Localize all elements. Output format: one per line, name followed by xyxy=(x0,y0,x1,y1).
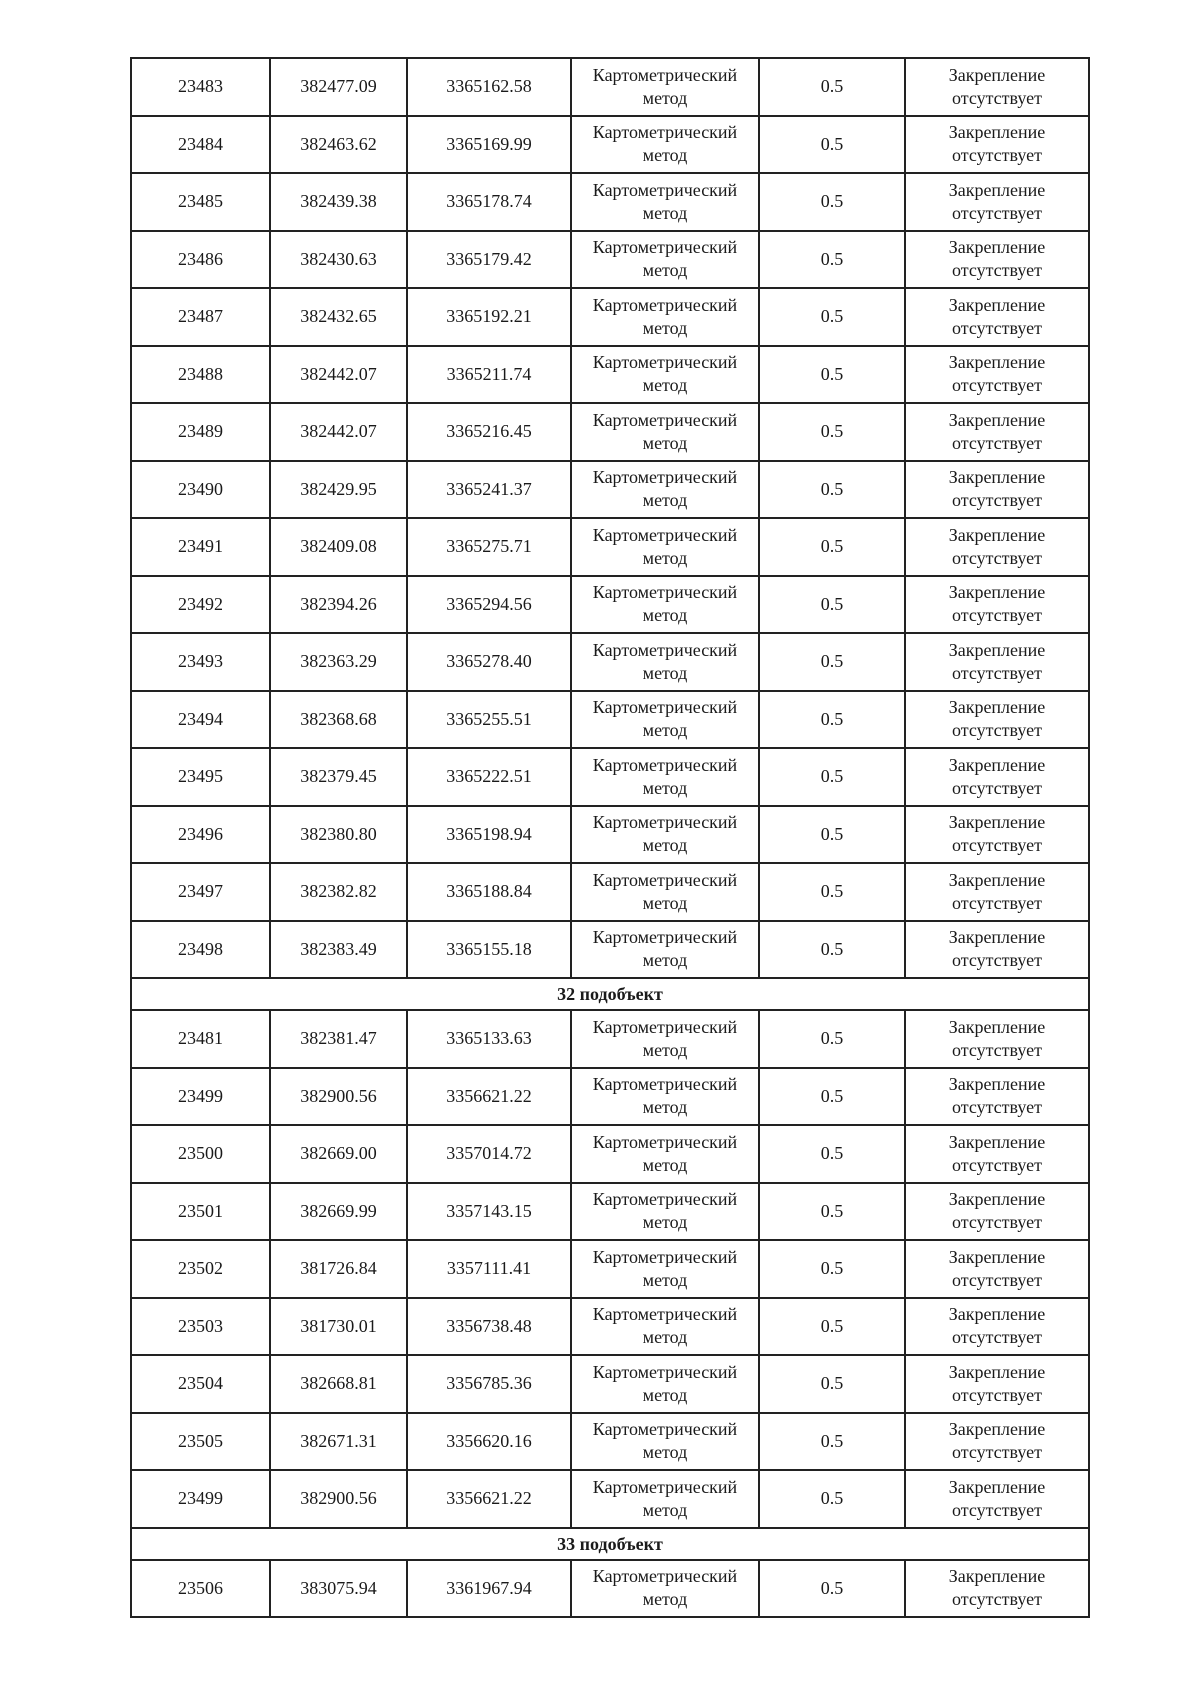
coordinates-table xyxy=(130,57,1090,1618)
fixation-cell: Закрепление отсутствует xyxy=(905,58,1089,116)
fixation-cell: Закрепление отсутствует xyxy=(905,1413,1089,1471)
method-cell: Картометрический метод xyxy=(571,863,759,921)
method-cell: Картометрический метод xyxy=(571,921,759,979)
table-row xyxy=(131,116,1089,174)
precision-cell: 0.5 xyxy=(759,1183,905,1241)
point-number-cell: 23496 xyxy=(131,806,270,864)
y-coordinate-cell: 3365216.45 xyxy=(407,403,571,461)
fixation-cell: Закрепление отсутствует xyxy=(905,806,1089,864)
y-coordinate-cell: 3365133.63 xyxy=(407,1010,571,1068)
precision-cell: 0.5 xyxy=(759,633,905,691)
y-coordinate-cell: 3356621.22 xyxy=(407,1068,571,1126)
fixation-cell: Закрепление отсутствует xyxy=(905,288,1089,346)
point-number-cell: 23500 xyxy=(131,1125,270,1183)
point-number-cell: 23495 xyxy=(131,748,270,806)
method-cell: Картометрический метод xyxy=(571,288,759,346)
y-coordinate-cell: 3357014.72 xyxy=(407,1125,571,1183)
table-row xyxy=(131,173,1089,231)
x-coordinate-cell: 382381.47 xyxy=(270,1010,407,1068)
fixation-cell: Закрепление отсутствует xyxy=(905,1240,1089,1298)
fixation-cell: Закрепление отсутствует xyxy=(905,691,1089,749)
table-row xyxy=(131,288,1089,346)
table-row xyxy=(131,1413,1089,1471)
precision-cell: 0.5 xyxy=(759,1560,905,1618)
x-coordinate-cell: 382463.62 xyxy=(270,116,407,174)
precision-cell: 0.5 xyxy=(759,806,905,864)
table-row xyxy=(131,1125,1089,1183)
x-coordinate-cell: 382368.68 xyxy=(270,691,407,749)
table-row xyxy=(131,58,1089,116)
precision-cell: 0.5 xyxy=(759,173,905,231)
fixation-cell: Закрепление отсутствует xyxy=(905,921,1089,979)
precision-cell: 0.5 xyxy=(759,748,905,806)
point-number-cell: 23484 xyxy=(131,116,270,174)
x-coordinate-cell: 382900.56 xyxy=(270,1068,407,1126)
x-coordinate-cell: 381726.84 xyxy=(270,1240,407,1298)
point-number-cell: 23481 xyxy=(131,1010,270,1068)
precision-cell: 0.5 xyxy=(759,1010,905,1068)
table-row xyxy=(131,461,1089,519)
x-coordinate-cell: 382429.95 xyxy=(270,461,407,519)
table-row xyxy=(131,1560,1089,1618)
table-row xyxy=(131,1240,1089,1298)
method-cell: Картометрический метод xyxy=(571,461,759,519)
x-coordinate-cell: 382394.26 xyxy=(270,576,407,634)
x-coordinate-cell: 382477.09 xyxy=(270,58,407,116)
coordinates-table-body xyxy=(131,58,1089,1617)
precision-cell: 0.5 xyxy=(759,346,905,404)
point-number-cell: 23506 xyxy=(131,1560,270,1618)
fixation-cell: Закрепление отсутствует xyxy=(905,863,1089,921)
precision-cell: 0.5 xyxy=(759,1125,905,1183)
table-row xyxy=(131,748,1089,806)
point-number-cell: 23503 xyxy=(131,1298,270,1356)
precision-cell: 0.5 xyxy=(759,1298,905,1356)
fixation-cell: Закрепление отсутствует xyxy=(905,1183,1089,1241)
point-number-cell: 23491 xyxy=(131,518,270,576)
point-number-cell: 23497 xyxy=(131,863,270,921)
point-number-cell: 23498 xyxy=(131,921,270,979)
point-number-cell: 23486 xyxy=(131,231,270,289)
method-cell: Картометрический метод xyxy=(571,403,759,461)
point-number-cell: 23493 xyxy=(131,633,270,691)
fixation-cell: Закрепление отсутствует xyxy=(905,518,1089,576)
y-coordinate-cell: 3365178.74 xyxy=(407,173,571,231)
x-coordinate-cell: 382382.82 xyxy=(270,863,407,921)
y-coordinate-cell: 3365275.71 xyxy=(407,518,571,576)
method-cell: Картометрический метод xyxy=(571,1183,759,1241)
precision-cell: 0.5 xyxy=(759,921,905,979)
point-number-cell: 23499 xyxy=(131,1470,270,1528)
fixation-cell: Закрепление отсутствует xyxy=(905,461,1089,519)
point-number-cell: 23501 xyxy=(131,1183,270,1241)
precision-cell: 0.5 xyxy=(759,116,905,174)
precision-cell: 0.5 xyxy=(759,231,905,289)
x-coordinate-cell: 382668.81 xyxy=(270,1355,407,1413)
x-coordinate-cell: 381730.01 xyxy=(270,1298,407,1356)
section-title: 32 подобъект xyxy=(131,978,1089,1010)
section-header-row xyxy=(131,1528,1089,1560)
fixation-cell: Закрепление отсутствует xyxy=(905,116,1089,174)
y-coordinate-cell: 3365188.84 xyxy=(407,863,571,921)
y-coordinate-cell: 3365155.18 xyxy=(407,921,571,979)
y-coordinate-cell: 3357111.41 xyxy=(407,1240,571,1298)
y-coordinate-cell: 3356785.36 xyxy=(407,1355,571,1413)
method-cell: Картометрический метод xyxy=(571,748,759,806)
y-coordinate-cell: 3365179.42 xyxy=(407,231,571,289)
precision-cell: 0.5 xyxy=(759,518,905,576)
y-coordinate-cell: 3356621.22 xyxy=(407,1470,571,1528)
point-number-cell: 23488 xyxy=(131,346,270,404)
method-cell: Картометрический метод xyxy=(571,576,759,634)
x-coordinate-cell: 382439.38 xyxy=(270,173,407,231)
table-row xyxy=(131,633,1089,691)
method-cell: Картометрический метод xyxy=(571,231,759,289)
precision-cell: 0.5 xyxy=(759,691,905,749)
fixation-cell: Закрепление отсутствует xyxy=(905,748,1089,806)
method-cell: Картометрический метод xyxy=(571,806,759,864)
precision-cell: 0.5 xyxy=(759,1355,905,1413)
precision-cell: 0.5 xyxy=(759,58,905,116)
method-cell: Картометрический метод xyxy=(571,346,759,404)
method-cell: Картометрический метод xyxy=(571,1068,759,1126)
method-cell: Картометрический метод xyxy=(571,518,759,576)
table-row xyxy=(131,806,1089,864)
table-row xyxy=(131,231,1089,289)
x-coordinate-cell: 382409.08 xyxy=(270,518,407,576)
fixation-cell: Закрепление отсутствует xyxy=(905,346,1089,404)
method-cell: Картометрический метод xyxy=(571,691,759,749)
precision-cell: 0.5 xyxy=(759,288,905,346)
fixation-cell: Закрепление отсутствует xyxy=(905,403,1089,461)
method-cell: Картометрический метод xyxy=(571,1355,759,1413)
y-coordinate-cell: 3365294.56 xyxy=(407,576,571,634)
table-row xyxy=(131,403,1089,461)
method-cell: Картометрический метод xyxy=(571,116,759,174)
x-coordinate-cell: 382669.99 xyxy=(270,1183,407,1241)
precision-cell: 0.5 xyxy=(759,1068,905,1126)
y-coordinate-cell: 3356738.48 xyxy=(407,1298,571,1356)
y-coordinate-cell: 3361967.94 xyxy=(407,1560,571,1618)
method-cell: Картометрический метод xyxy=(571,173,759,231)
fixation-cell: Закрепление отсутствует xyxy=(905,1470,1089,1528)
x-coordinate-cell: 382383.49 xyxy=(270,921,407,979)
y-coordinate-cell: 3365192.21 xyxy=(407,288,571,346)
point-number-cell: 23489 xyxy=(131,403,270,461)
table-row xyxy=(131,1355,1089,1413)
fixation-cell: Закрепление отсутствует xyxy=(905,173,1089,231)
x-coordinate-cell: 383075.94 xyxy=(270,1560,407,1618)
x-coordinate-cell: 382669.00 xyxy=(270,1125,407,1183)
table-row xyxy=(131,1068,1089,1126)
method-cell: Картометрический метод xyxy=(571,1298,759,1356)
y-coordinate-cell: 3365255.51 xyxy=(407,691,571,749)
method-cell: Картометрический метод xyxy=(571,1125,759,1183)
table-row xyxy=(131,518,1089,576)
y-coordinate-cell: 3356620.16 xyxy=(407,1413,571,1471)
fixation-cell: Закрепление отсутствует xyxy=(905,1125,1089,1183)
precision-cell: 0.5 xyxy=(759,461,905,519)
x-coordinate-cell: 382430.63 xyxy=(270,231,407,289)
method-cell: Картометрический метод xyxy=(571,633,759,691)
fixation-cell: Закрепление отсутствует xyxy=(905,1298,1089,1356)
precision-cell: 0.5 xyxy=(759,1470,905,1528)
y-coordinate-cell: 3365241.37 xyxy=(407,461,571,519)
x-coordinate-cell: 382380.80 xyxy=(270,806,407,864)
point-number-cell: 23487 xyxy=(131,288,270,346)
point-number-cell: 23490 xyxy=(131,461,270,519)
point-number-cell: 23504 xyxy=(131,1355,270,1413)
fixation-cell: Закрепление отсутствует xyxy=(905,1560,1089,1618)
y-coordinate-cell: 3357143.15 xyxy=(407,1183,571,1241)
point-number-cell: 23502 xyxy=(131,1240,270,1298)
point-number-cell: 23505 xyxy=(131,1413,270,1471)
table-row xyxy=(131,576,1089,634)
point-number-cell: 23492 xyxy=(131,576,270,634)
table-row xyxy=(131,863,1089,921)
table-row xyxy=(131,1470,1089,1528)
method-cell: Картометрический метод xyxy=(571,1010,759,1068)
x-coordinate-cell: 382900.56 xyxy=(270,1470,407,1528)
table-row xyxy=(131,1298,1089,1356)
precision-cell: 0.5 xyxy=(759,1240,905,1298)
table-row xyxy=(131,921,1089,979)
x-coordinate-cell: 382432.65 xyxy=(270,288,407,346)
precision-cell: 0.5 xyxy=(759,576,905,634)
precision-cell: 0.5 xyxy=(759,1413,905,1471)
table-row xyxy=(131,691,1089,749)
method-cell: Картометрический метод xyxy=(571,1560,759,1618)
point-number-cell: 23499 xyxy=(131,1068,270,1126)
x-coordinate-cell: 382671.31 xyxy=(270,1413,407,1471)
precision-cell: 0.5 xyxy=(759,403,905,461)
fixation-cell: Закрепление отсутствует xyxy=(905,231,1089,289)
section-header-row xyxy=(131,978,1089,1010)
fixation-cell: Закрепление отсутствует xyxy=(905,1068,1089,1126)
fixation-cell: Закрепление отсутствует xyxy=(905,1010,1089,1068)
method-cell: Картометрический метод xyxy=(571,1413,759,1471)
point-number-cell: 23485 xyxy=(131,173,270,231)
section-title: 33 подобъект xyxy=(131,1528,1089,1560)
fixation-cell: Закрепление отсутствует xyxy=(905,633,1089,691)
x-coordinate-cell: 382363.29 xyxy=(270,633,407,691)
x-coordinate-cell: 382379.45 xyxy=(270,748,407,806)
y-coordinate-cell: 3365222.51 xyxy=(407,748,571,806)
table-row xyxy=(131,1010,1089,1068)
y-coordinate-cell: 3365169.99 xyxy=(407,116,571,174)
point-number-cell: 23483 xyxy=(131,58,270,116)
y-coordinate-cell: 3365162.58 xyxy=(407,58,571,116)
method-cell: Картометрический метод xyxy=(571,58,759,116)
x-coordinate-cell: 382442.07 xyxy=(270,346,407,404)
y-coordinate-cell: 3365278.40 xyxy=(407,633,571,691)
fixation-cell: Закрепление отсутствует xyxy=(905,576,1089,634)
y-coordinate-cell: 3365198.94 xyxy=(407,806,571,864)
x-coordinate-cell: 382442.07 xyxy=(270,403,407,461)
table-row xyxy=(131,346,1089,404)
table-row xyxy=(131,1183,1089,1241)
precision-cell: 0.5 xyxy=(759,863,905,921)
method-cell: Картометрический метод xyxy=(571,1240,759,1298)
point-number-cell: 23494 xyxy=(131,691,270,749)
method-cell: Картометрический метод xyxy=(571,1470,759,1528)
fixation-cell: Закрепление отсутствует xyxy=(905,1355,1089,1413)
y-coordinate-cell: 3365211.74 xyxy=(407,346,571,404)
